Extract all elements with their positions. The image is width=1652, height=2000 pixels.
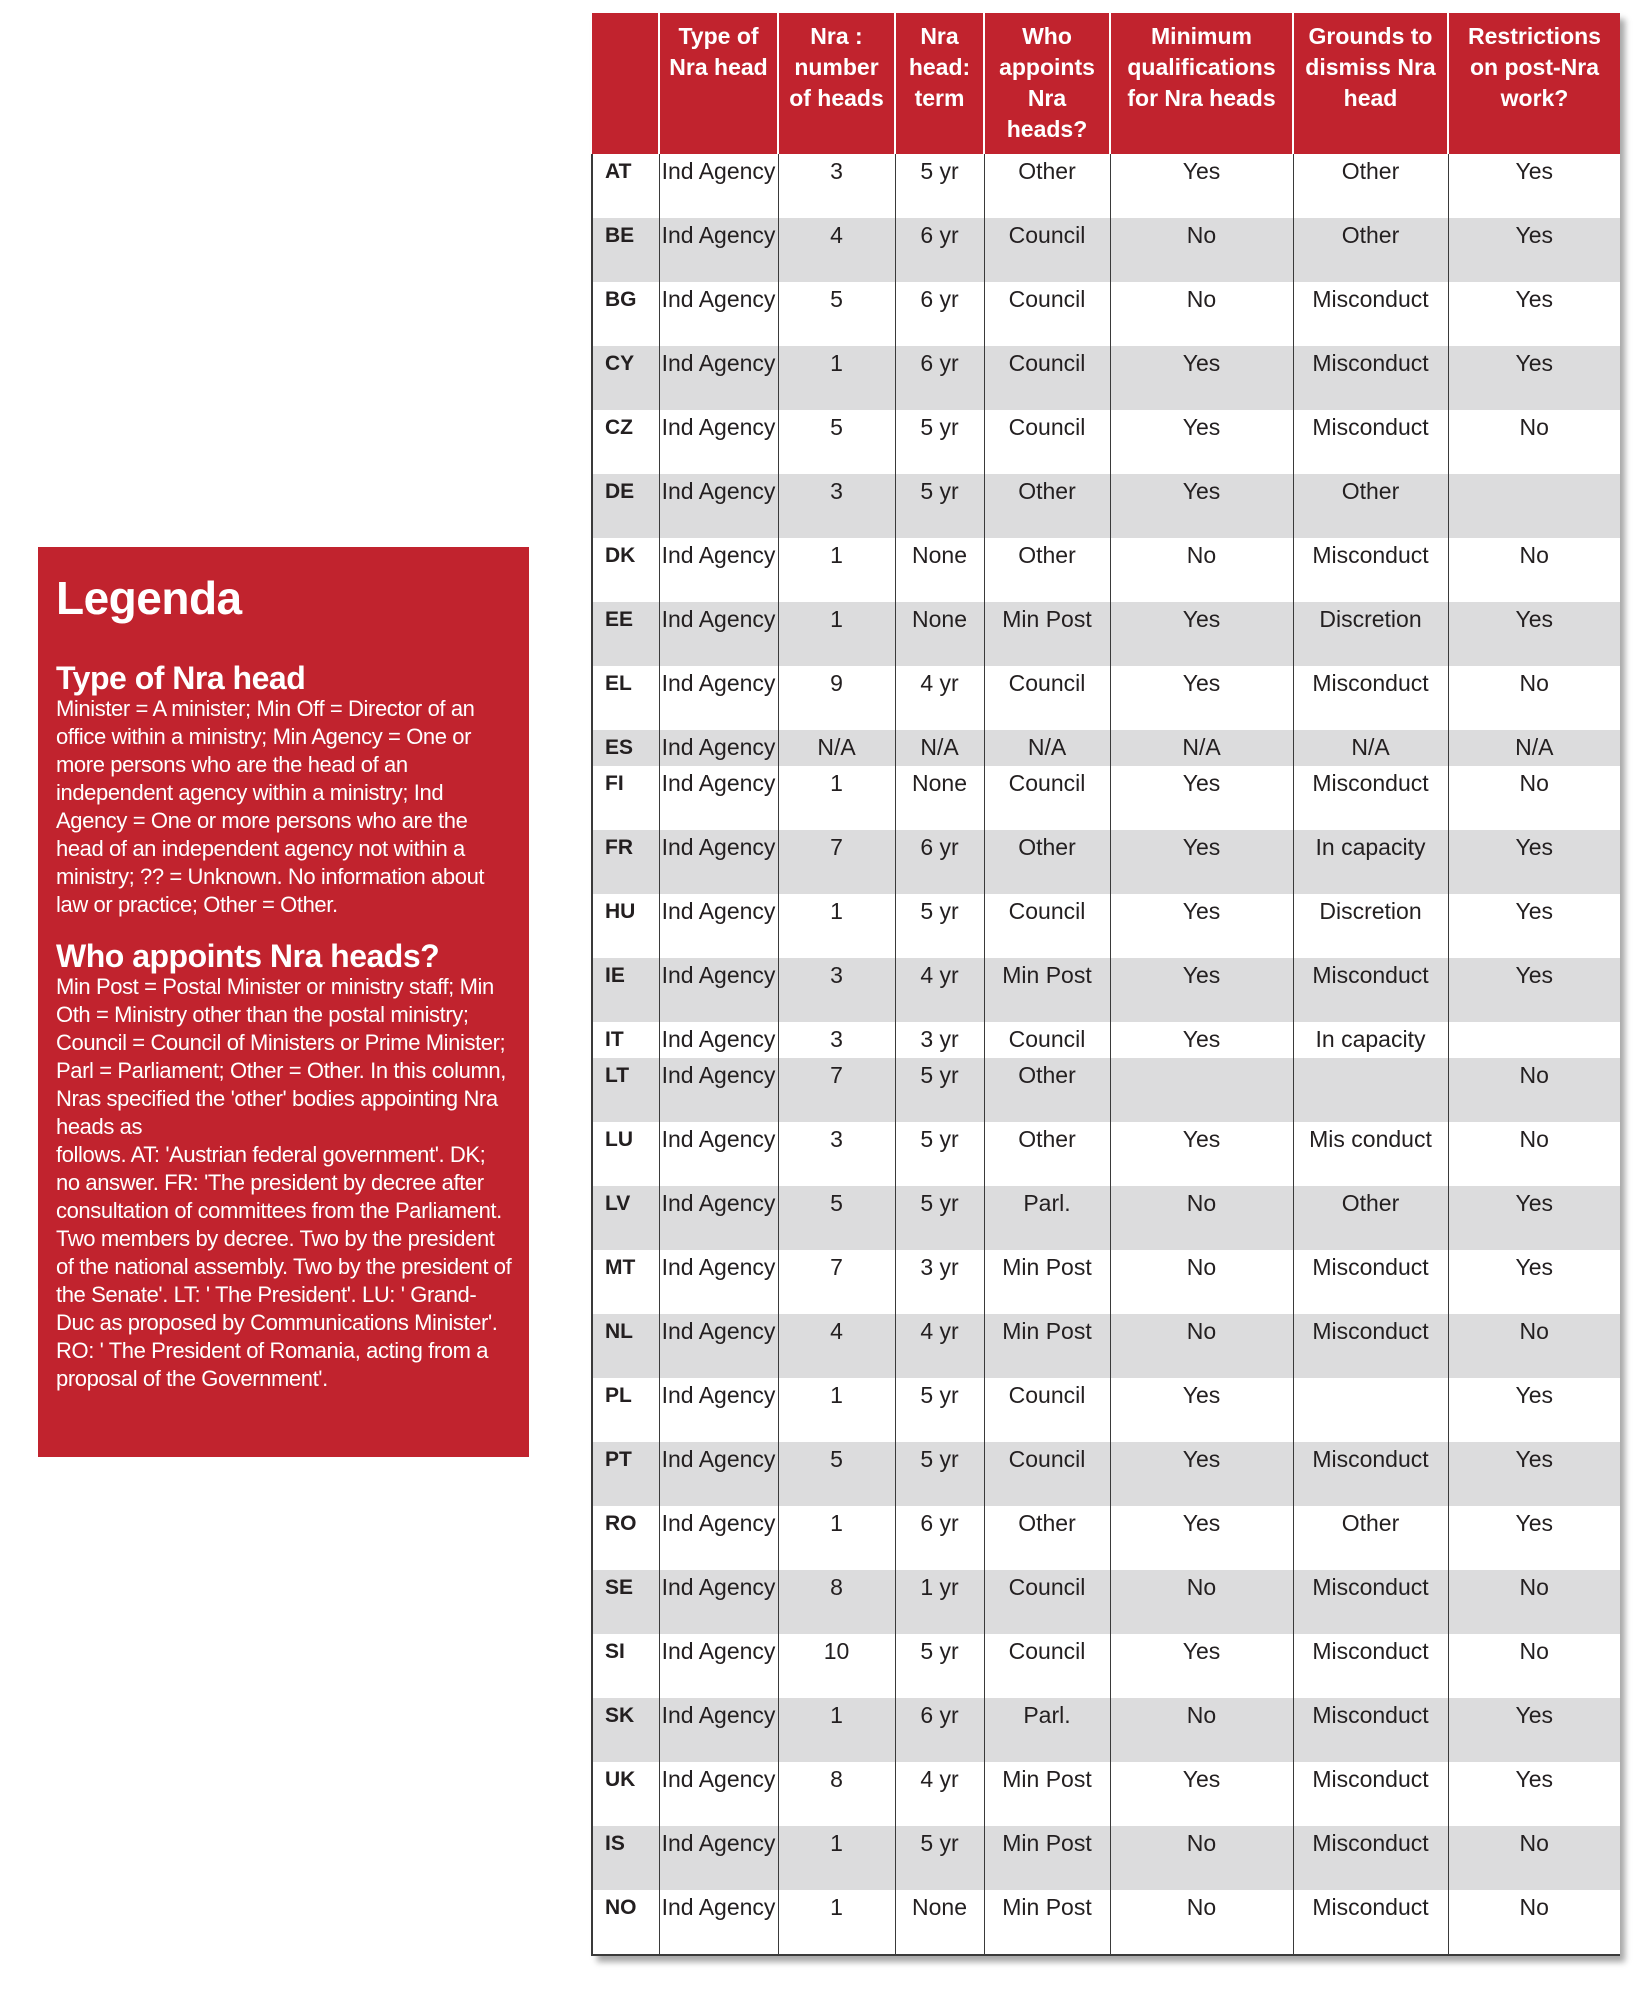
table-cell: Other <box>984 1506 1110 1570</box>
table-cell: No <box>1448 1826 1620 1890</box>
table-cell: 4 <box>778 1314 895 1378</box>
table-cell: 1 yr <box>895 1570 984 1634</box>
table-cell: No <box>1448 1122 1620 1186</box>
table-cell: 5 <box>778 282 895 346</box>
column-header: Nra head: term <box>895 13 984 154</box>
table-cell: Misconduct <box>1293 1570 1448 1634</box>
table-cell: None <box>895 1890 984 1955</box>
table-cell: Other <box>984 154 1110 218</box>
country-code-cell: UK <box>592 1762 659 1826</box>
country-code-cell: EE <box>592 602 659 666</box>
table-cell: Yes <box>1110 958 1293 1022</box>
table-cell: Ind Agency <box>659 1762 778 1826</box>
table-cell: 4 yr <box>895 958 984 1022</box>
table-cell: Other <box>984 1058 1110 1122</box>
table-row <box>592 1122 1620 1186</box>
legend-heading-type: Type of Nra head <box>56 660 306 696</box>
table-cell: 5 yr <box>895 1634 984 1698</box>
table-cell: 4 <box>778 218 895 282</box>
table-cell: Other <box>984 474 1110 538</box>
table-cell: Council <box>984 282 1110 346</box>
legend-text-appoints: Min Post = Postal Minister or ministry staff; Min Oth = Ministry other than the postal ministry; Council = Council of Ministers or Prime Minister; Parl = Parliament; Other = Other. In this column, Nras specified the 'other' bodies appointing Nra heads as follows. AT: 'Austrian federal government'. DK; no answer. FR: 'The president by decree after consultation of committees from the Parliament. Two members by decree. Two by the president of the national assembly. Two by the president of the Senate'. LT: ' The President'. LU: ' Grand-Duc as proposed by Communications Minister'. RO: ' The President of Romania, acting from a proposal of the Government'. <box>56 974 512 1391</box>
table-cell: Ind Agency <box>659 1250 778 1314</box>
table-cell: 5 yr <box>895 1058 984 1122</box>
table-cell: Min Post <box>984 1762 1110 1826</box>
table-cell: Yes <box>1110 346 1293 410</box>
table-cell: Council <box>984 1378 1110 1442</box>
table-cell: 4 yr <box>895 1314 984 1378</box>
table-row <box>592 538 1620 602</box>
column-header: Restrictions on post-Nra work? <box>1448 13 1620 154</box>
table-cell: Ind Agency <box>659 1122 778 1186</box>
table-body <box>592 154 1620 1955</box>
table-cell: Council <box>984 894 1110 958</box>
table-cell: Other <box>1293 1186 1448 1250</box>
country-code-cell: NL <box>592 1314 659 1378</box>
table-cell: 6 yr <box>895 346 984 410</box>
table-cell: 6 yr <box>895 1506 984 1570</box>
country-code-cell: AT <box>592 154 659 218</box>
table-cell: Misconduct <box>1293 766 1448 830</box>
table-cell <box>1110 1058 1293 1122</box>
table-cell: 3 <box>778 1022 895 1058</box>
table-cell: 3 yr <box>895 1022 984 1058</box>
table-cell: 1 <box>778 1698 895 1762</box>
table-cell: N/A <box>895 730 984 766</box>
table-cell: No <box>1110 538 1293 602</box>
table-cell: Ind Agency <box>659 1890 778 1955</box>
table-row <box>592 282 1620 346</box>
table-cell: Min Post <box>984 1826 1110 1890</box>
table-cell: Yes <box>1448 1506 1620 1570</box>
table-cell: No <box>1448 1890 1620 1955</box>
table-cell: 5 yr <box>895 474 984 538</box>
table-cell: Yes <box>1448 1442 1620 1506</box>
table-cell: Ind Agency <box>659 1506 778 1570</box>
table-cell: 1 <box>778 1378 895 1442</box>
table-cell: Ind Agency <box>659 766 778 830</box>
table-cell: 1 <box>778 602 895 666</box>
table-cell: Misconduct <box>1293 1762 1448 1826</box>
country-code-cell: BG <box>592 282 659 346</box>
table-cell: 1 <box>778 538 895 602</box>
table-cell: Ind Agency <box>659 1058 778 1122</box>
table-cell: N/A <box>778 730 895 766</box>
country-code-cell: HU <box>592 894 659 958</box>
table-cell: Misconduct <box>1293 410 1448 474</box>
legend-title: Legenda <box>56 572 242 624</box>
country-code-cell: RO <box>592 1506 659 1570</box>
table-cell: 1 <box>778 894 895 958</box>
table-cell: Ind Agency <box>659 894 778 958</box>
table-cell: Discretion <box>1293 894 1448 958</box>
table-cell: 7 <box>778 1250 895 1314</box>
table-cell: Yes <box>1110 666 1293 730</box>
table-cell: 6 yr <box>895 830 984 894</box>
table-cell: Yes <box>1110 602 1293 666</box>
table-cell: Yes <box>1448 894 1620 958</box>
table-cell: Council <box>984 766 1110 830</box>
country-code-cell: SE <box>592 1570 659 1634</box>
header-country <box>592 13 659 154</box>
table-cell: Misconduct <box>1293 666 1448 730</box>
table-cell: Misconduct <box>1293 1314 1448 1378</box>
table-cell: 3 <box>778 958 895 1022</box>
table-cell: Council <box>984 1022 1110 1058</box>
table-cell: No <box>1110 1186 1293 1250</box>
table-row <box>592 1378 1620 1442</box>
table-cell: Other <box>1293 474 1448 538</box>
table-row <box>592 1634 1620 1698</box>
table-cell: Yes <box>1448 218 1620 282</box>
table-cell: Yes <box>1448 958 1620 1022</box>
table-cell: Misconduct <box>1293 1442 1448 1506</box>
country-code-cell: LU <box>592 1122 659 1186</box>
table-cell: Ind Agency <box>659 1022 778 1058</box>
table-cell: Yes <box>1110 766 1293 830</box>
table-row <box>592 1698 1620 1762</box>
nra-table <box>591 13 1620 1956</box>
table-cell: 4 yr <box>895 666 984 730</box>
table-cell: 5 yr <box>895 1186 984 1250</box>
table-cell: 5 yr <box>895 1122 984 1186</box>
table-cell: Ind Agency <box>659 410 778 474</box>
table-cell: Yes <box>1448 282 1620 346</box>
country-code-cell: PT <box>592 1442 659 1506</box>
table-cell: Ind Agency <box>659 474 778 538</box>
table-cell: No <box>1448 666 1620 730</box>
table-cell: 6 yr <box>895 1698 984 1762</box>
table-cell: 5 yr <box>895 1826 984 1890</box>
table-cell: Yes <box>1110 1506 1293 1570</box>
table-cell: 10 <box>778 1634 895 1698</box>
table-row <box>592 1442 1620 1506</box>
table-cell: None <box>895 538 984 602</box>
table-cell: None <box>895 766 984 830</box>
table-cell: Min Post <box>984 602 1110 666</box>
country-code-cell: DK <box>592 538 659 602</box>
column-header: Type of Nra head <box>659 13 778 154</box>
table-cell: Ind Agency <box>659 1378 778 1442</box>
table-cell: Misconduct <box>1293 538 1448 602</box>
table-cell: No <box>1448 1570 1620 1634</box>
table-row <box>592 410 1620 474</box>
table-row <box>592 154 1620 218</box>
table-cell: Misconduct <box>1293 282 1448 346</box>
table-cell: 6 yr <box>895 218 984 282</box>
table-cell: Ind Agency <box>659 1634 778 1698</box>
table-row <box>592 1762 1620 1826</box>
table-row <box>592 1250 1620 1314</box>
table-cell: No <box>1110 1250 1293 1314</box>
table-cell: 3 <box>778 474 895 538</box>
table-cell: No <box>1110 1314 1293 1378</box>
table-row <box>592 1506 1620 1570</box>
table-cell: Yes <box>1110 894 1293 958</box>
table-cell: Min Post <box>984 1890 1110 1955</box>
table-cell: 5 <box>778 410 895 474</box>
table-cell: 3 <box>778 154 895 218</box>
table-cell: Yes <box>1448 602 1620 666</box>
table-cell: Other <box>984 1122 1110 1186</box>
table-row <box>592 1186 1620 1250</box>
table-cell: N/A <box>1448 730 1620 766</box>
table-cell: Yes <box>1448 1186 1620 1250</box>
column-header: Minimum qualifications for Nra heads <box>1110 13 1293 154</box>
table-row <box>592 1022 1620 1058</box>
table-cell: Misconduct <box>1293 1698 1448 1762</box>
table-cell: 5 <box>778 1186 895 1250</box>
table-cell: In capacity <box>1293 830 1448 894</box>
table-cell: 5 yr <box>895 1442 984 1506</box>
table-cell: Yes <box>1110 410 1293 474</box>
table-cell: Misconduct <box>1293 346 1448 410</box>
table-row <box>592 666 1620 730</box>
table-cell: Yes <box>1448 1250 1620 1314</box>
table-cell: Yes <box>1448 1698 1620 1762</box>
legend-heading-appoints: Who appoints Nra heads? <box>56 938 440 974</box>
table-cell: No <box>1110 1826 1293 1890</box>
table-cell: Ind Agency <box>659 346 778 410</box>
table-cell: Council <box>984 410 1110 474</box>
country-code-cell: NO <box>592 1890 659 1955</box>
table-cell: N/A <box>1293 730 1448 766</box>
country-code-cell: FR <box>592 830 659 894</box>
table-cell: Ind Agency <box>659 666 778 730</box>
table-cell: Min Post <box>984 1314 1110 1378</box>
table-cell: Ind Agency <box>659 154 778 218</box>
country-code-cell: CY <box>592 346 659 410</box>
table-cell: In capacity <box>1293 1022 1448 1058</box>
table-cell: Ind Agency <box>659 218 778 282</box>
table-cell: 1 <box>778 346 895 410</box>
table-cell: Yes <box>1110 1634 1293 1698</box>
table-cell <box>1293 1378 1448 1442</box>
table-cell: Ind Agency <box>659 1186 778 1250</box>
table-cell: 3 <box>778 1122 895 1186</box>
table-cell: Ind Agency <box>659 1826 778 1890</box>
table-cell: Other <box>1293 1506 1448 1570</box>
table-cell: Other <box>1293 154 1448 218</box>
table-cell: Misconduct <box>1293 1250 1448 1314</box>
country-code-cell: LV <box>592 1186 659 1250</box>
table-cell: Ind Agency <box>659 1442 778 1506</box>
table-cell: Council <box>984 346 1110 410</box>
nra-table-container <box>591 13 1619 1956</box>
table-cell: Misconduct <box>1293 1890 1448 1955</box>
country-code-cell: MT <box>592 1250 659 1314</box>
table-cell: Yes <box>1448 154 1620 218</box>
country-code-cell: IE <box>592 958 659 1022</box>
table-cell: Council <box>984 1570 1110 1634</box>
table-cell: Parl. <box>984 1698 1110 1762</box>
table-row <box>592 218 1620 282</box>
country-code-cell: IT <box>592 1022 659 1058</box>
table-cell: N/A <box>1110 730 1293 766</box>
table-cell: Other <box>1293 218 1448 282</box>
table-cell: No <box>1110 218 1293 282</box>
table-cell: 3 yr <box>895 1250 984 1314</box>
table-cell: 1 <box>778 1890 895 1955</box>
table-cell: 5 yr <box>895 894 984 958</box>
country-code-cell: DE <box>592 474 659 538</box>
table-cell: Council <box>984 1442 1110 1506</box>
table-cell: No <box>1110 1698 1293 1762</box>
table-cell: 8 <box>778 1570 895 1634</box>
table-cell: No <box>1448 1314 1620 1378</box>
table-cell: Ind Agency <box>659 602 778 666</box>
table-cell: 9 <box>778 666 895 730</box>
table-cell: No <box>1448 538 1620 602</box>
country-code-cell: BE <box>592 218 659 282</box>
table-row <box>592 346 1620 410</box>
table-cell: 7 <box>778 830 895 894</box>
table-cell: Yes <box>1110 154 1293 218</box>
country-code-cell: EL <box>592 666 659 730</box>
table-cell <box>1448 474 1620 538</box>
table-cell: Ind Agency <box>659 958 778 1022</box>
table-cell: Misconduct <box>1293 958 1448 1022</box>
table-cell: Min Post <box>984 958 1110 1022</box>
table-cell: No <box>1448 766 1620 830</box>
column-header: Nra : number of heads <box>778 13 895 154</box>
table-row <box>592 1890 1620 1955</box>
table-cell: Yes <box>1110 1122 1293 1186</box>
country-code-cell: ES <box>592 730 659 766</box>
table-cell: No <box>1110 1890 1293 1955</box>
table-cell: 7 <box>778 1058 895 1122</box>
table-cell: Yes <box>1110 1762 1293 1826</box>
table-cell: Misconduct <box>1293 1826 1448 1890</box>
table-cell: Ind Agency <box>659 730 778 766</box>
table-cell: Yes <box>1110 830 1293 894</box>
country-code-cell: LT <box>592 1058 659 1122</box>
table-row <box>592 830 1620 894</box>
column-header: Who appoints Nra heads? <box>984 13 1110 154</box>
table-row <box>592 766 1620 830</box>
table-cell: Ind Agency <box>659 538 778 602</box>
table-cell: Council <box>984 666 1110 730</box>
table-cell: Yes <box>1110 1022 1293 1058</box>
table-cell: No <box>1448 410 1620 474</box>
table-cell: Mis conduct <box>1293 1122 1448 1186</box>
table-header-row <box>592 13 1620 154</box>
table-cell: Other <box>984 830 1110 894</box>
country-code-cell: IS <box>592 1826 659 1890</box>
table-cell: Discretion <box>1293 602 1448 666</box>
table-cell: No <box>1448 1058 1620 1122</box>
country-code-cell: SK <box>592 1698 659 1762</box>
table-row <box>592 1058 1620 1122</box>
table-cell: No <box>1448 1634 1620 1698</box>
table-cell: No <box>1110 282 1293 346</box>
table-cell: Parl. <box>984 1186 1110 1250</box>
table-cell: 5 <box>778 1442 895 1506</box>
table-cell: Yes <box>1448 346 1620 410</box>
table-cell: 5 yr <box>895 410 984 474</box>
table-cell: 5 yr <box>895 1378 984 1442</box>
table-cell: Other <box>984 538 1110 602</box>
table-cell: Ind Agency <box>659 282 778 346</box>
table-cell: Misconduct <box>1293 1634 1448 1698</box>
table-cell: Yes <box>1448 1378 1620 1442</box>
column-header: Grounds to dismiss Nra head <box>1293 13 1448 154</box>
legend-panel <box>38 547 529 1457</box>
table-cell: 5 yr <box>895 154 984 218</box>
table-cell: 1 <box>778 1506 895 1570</box>
table-cell: Ind Agency <box>659 830 778 894</box>
table-row <box>592 1570 1620 1634</box>
country-code-cell: SI <box>592 1634 659 1698</box>
country-code-cell: CZ <box>592 410 659 474</box>
table-cell: 4 yr <box>895 1762 984 1826</box>
table-row <box>592 958 1620 1022</box>
table-cell: 6 yr <box>895 282 984 346</box>
table-cell: 1 <box>778 1826 895 1890</box>
table-cell: 8 <box>778 1762 895 1826</box>
table-cell: Ind Agency <box>659 1570 778 1634</box>
table-cell: 1 <box>778 766 895 830</box>
table-cell: N/A <box>984 730 1110 766</box>
table-cell: Yes <box>1110 1442 1293 1506</box>
table-row <box>592 730 1620 766</box>
table-cell: Council <box>984 218 1110 282</box>
table-row <box>592 894 1620 958</box>
table-row <box>592 474 1620 538</box>
country-code-cell: FI <box>592 766 659 830</box>
table-cell: Yes <box>1110 474 1293 538</box>
table-row <box>592 1314 1620 1378</box>
legend-text-type: Minister = A minister; Min Off = Director of an office within a ministry; Min Agency = One or more persons who are the head of an independent agency within a ministry; Ind Agency = One or more persons who are the head of an independent agency not within a ministry; ?? = Unknown. No information about law or practice; Other = Other. <box>56 696 485 917</box>
table-cell: None <box>895 602 984 666</box>
country-code-cell: PL <box>592 1378 659 1442</box>
table-cell: Ind Agency <box>659 1314 778 1378</box>
table-row <box>592 602 1620 666</box>
table-cell: Council <box>984 1634 1110 1698</box>
table-cell: Yes <box>1448 1762 1620 1826</box>
table-cell: No <box>1110 1570 1293 1634</box>
table-row <box>592 1826 1620 1890</box>
table-cell: Yes <box>1448 830 1620 894</box>
table-cell: Min Post <box>984 1250 1110 1314</box>
table-cell <box>1448 1022 1620 1058</box>
table-cell <box>1293 1058 1448 1122</box>
table-cell: Yes <box>1110 1378 1293 1442</box>
table-cell: Ind Agency <box>659 1698 778 1762</box>
